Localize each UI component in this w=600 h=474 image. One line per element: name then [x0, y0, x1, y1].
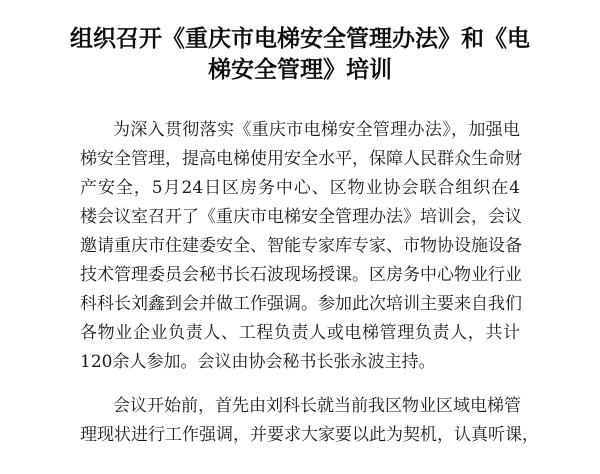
paragraph-1-line-6: 技术管理委员会秘书长石波现场授课。区房务中心物业行业	[80, 265, 522, 285]
paragraph-2-line-2: 理现状进行工作强调，并要求大家要以此为契机，认真听课，	[80, 425, 539, 445]
document-title-line-1: 组织召开《重庆市电梯安全管理办法》和《电	[70, 26, 530, 52]
paragraph-2-line-1: 会议开始前，首先由刘科长就当前我区物业区域电梯管	[113, 396, 521, 416]
paragraph-1-line-5: 邀请重庆市住建委安全、智能专家库专家、市物协设施设备	[80, 236, 522, 256]
paragraph-1-line-1: 为深入贯彻落实《重庆市电梯安全管理办法》，加强电	[113, 120, 520, 140]
document-title-line-2: 梯安全管理》培训	[208, 57, 392, 83]
paragraph-1-line-7: 科科长刘鑫到会并做工作强调。参加此次培训主要来自我们	[80, 294, 522, 314]
paragraph-1-line-8: 各物业企业负责人、工程负责人或电梯管理负责人，共计	[80, 323, 520, 343]
paragraph-1-line-9: 120余人参加。会议由协会秘书长张永波主持。	[80, 352, 436, 372]
paragraph-1-line-4: 楼会议室召开了《重庆市电梯安全管理办法》培训会，会议	[80, 207, 522, 227]
paragraph-1-line-2: 梯安全管理，提高电梯使用安全水平，保障人民群众生命财	[80, 149, 522, 169]
paragraph-1-line-3: 产安全，5月24日区房务中心、区物业协会联合组织在4	[80, 178, 520, 198]
